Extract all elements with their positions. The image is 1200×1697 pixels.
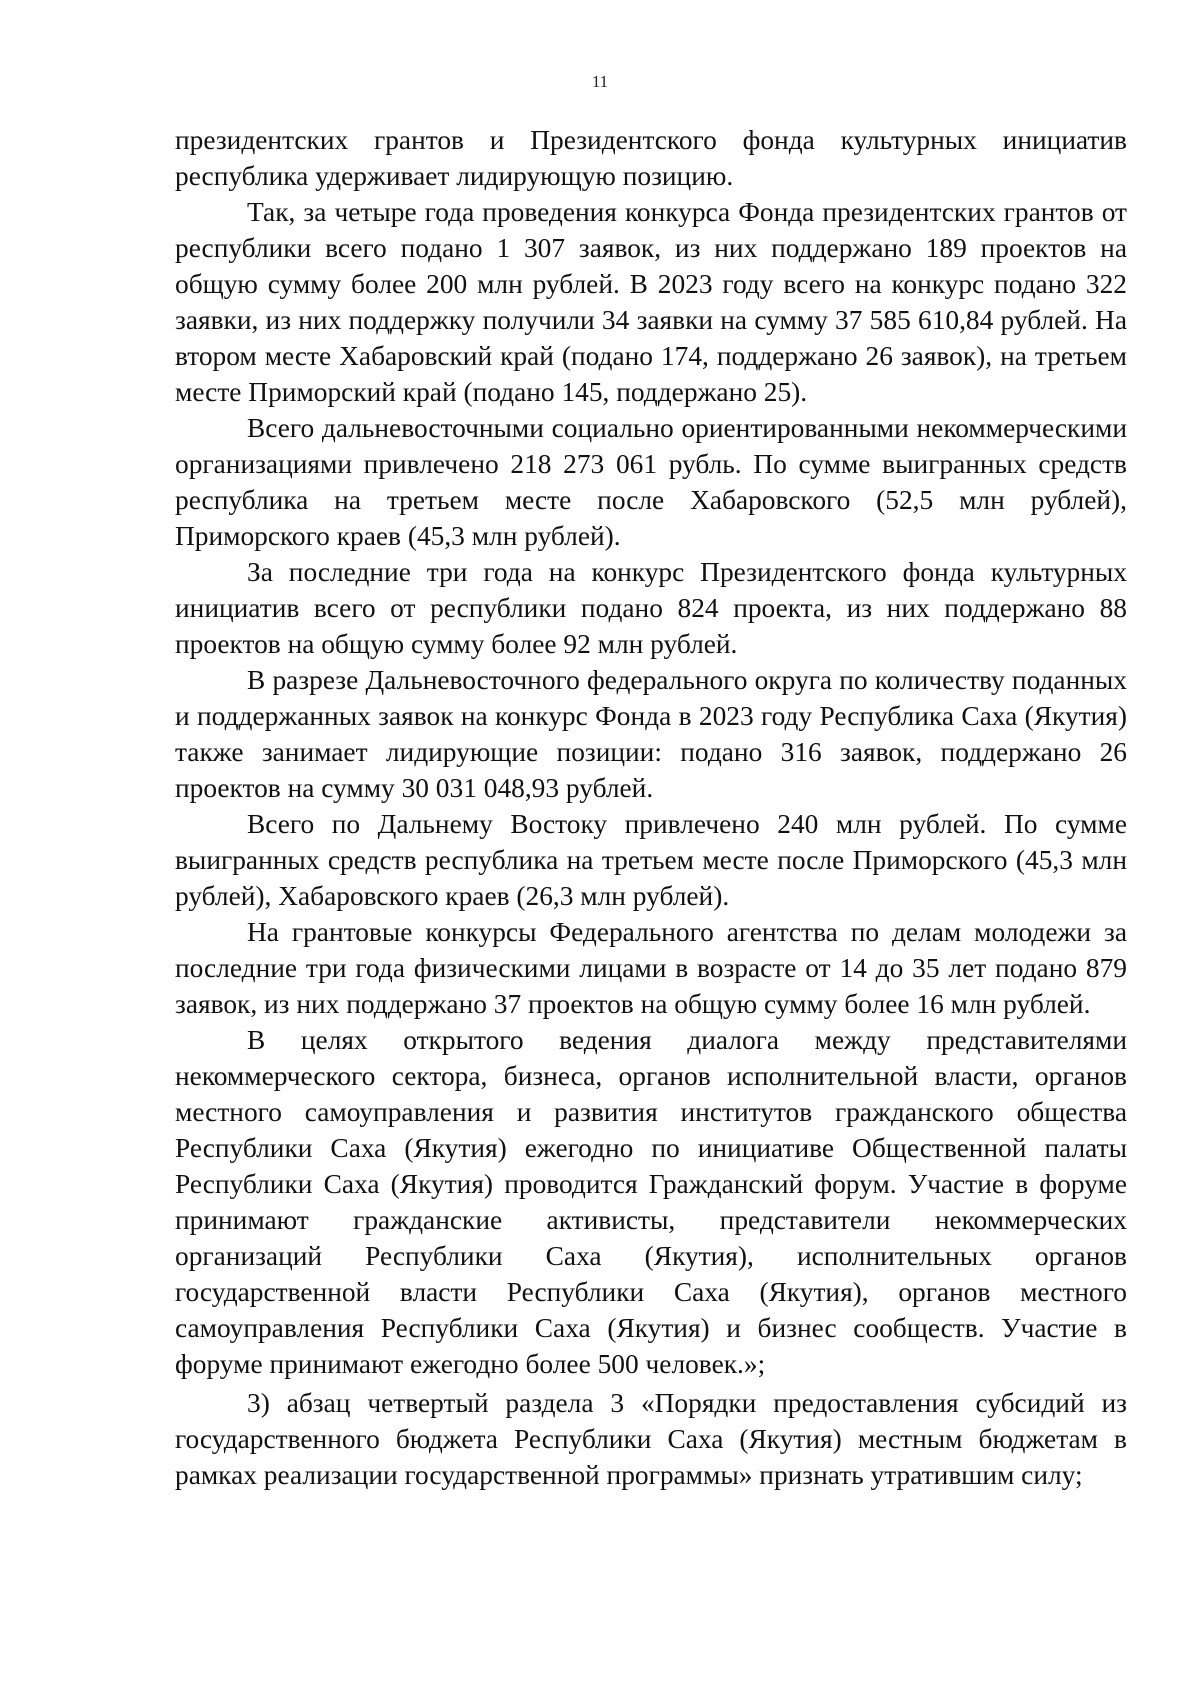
page-number: 11	[591, 72, 609, 91]
paragraph-7: На грантовые конкурсы Федерального агентства по делам молодежи за последние три года физическими лицами в возрасте от 14 до 35 лет подано 879 заявок, из них поддержано 37 проектов на общую сумму более 16 млн рублей.	[175, 917, 1127, 1019]
paragraph-2: Так, за четыре года проведения конкурса Фонда президентских грантов от республики всего подано 1 307 заявок, из них поддержано 189 проектов на общую сумму более 200 млн рублей. В 2023 году всего на конкурс подано 322 заявки, из них поддержку получили 34 заявки на сумму 37 585 610,84 рублей. На втором месте Хабаровский край (подано 174, поддержано 26 заявок), на третьем месте Приморский край (подано 145, поддержано 25).	[175, 197, 1127, 407]
paragraph-4: За последние три года на конкурс Президентского фонда культурных инициатив всего от республики подано 824 проекта, из них поддержано 88 проектов на общую сумму более 92 млн рублей.	[175, 557, 1127, 659]
paragraph-6: Всего по Дальнему Востоку привлечено 240 млн рублей. По сумме выигранных средств республика на третьем месте после Приморского (45,3 млн рублей), Хабаровского краев (26,3 млн рублей).	[175, 809, 1127, 911]
paragraph-1: президентских грантов и Президентского фонда культурных инициатив республика удерживает лидирующую позицию.	[175, 125, 1127, 191]
document-body	[175, 122, 1127, 1493]
paragraph-9: 3) абзац четвертый раздела 3 «Порядки предоставления субсидий из государственного бюджета Республики Саха (Якутия) местным бюджетам в рамках реализации государственной программы» признать утратившим силу;	[175, 1388, 1127, 1490]
paragraph-5: В разрезе Дальневосточного федерального округа по количеству поданных и поддержанных заявок на конкурс Фонда в 2023 году Республика Саха (Якутия) также занимает лидирующие позиции: подано 316 заявок, поддержано 26 проектов на сумму 30 031 048,93 рублей.	[175, 665, 1127, 803]
paragraph-3: Всего дальневосточными социально ориентированными некоммерческими организациями привлечено 218 273 061 рубль. По сумме выигранных средств республика на третьем месте после Хабаровского (52,5 млн рублей), Приморского краев (45,3 млн рублей).	[175, 413, 1127, 551]
paragraph-8: В целях открытого ведения диалога между представителями некоммерческого сектора, бизнеса, органов исполнительной власти, органов местного самоуправления и развития институтов гражданского общества Республики Саха (Якутия) ежегодно по инициативе Общественной палаты Республики Саха (Якутия) проводится Гражданский форум. Участие в форуме принимают гражданские активисты, представители некоммерческих организаций Республики Саха (Якутия), исполнительных органов государственной власти Республики Саха (Якутия), органов местного самоуправления Республики Саха (Якутия) и бизнес сообществ. Участие в форуме принимают ежегодно более 500 человек.»;	[175, 1025, 1127, 1379]
